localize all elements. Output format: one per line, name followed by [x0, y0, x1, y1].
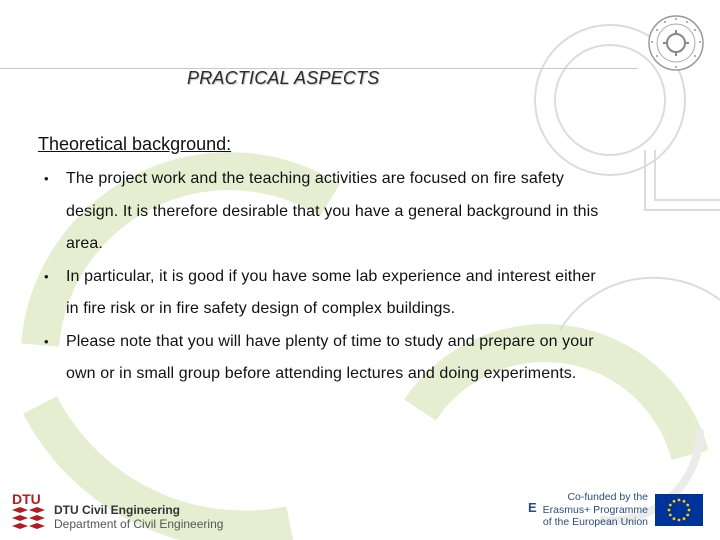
dtu-logo-icon	[12, 491, 48, 533]
bullet-dot-icon: •	[44, 333, 49, 349]
bullet-dot-icon: •	[44, 268, 49, 284]
bullet-item	[44, 261, 664, 326]
dtu-department: Department of Civil Engineering	[54, 517, 224, 531]
bullet-line: own or in small group before attending lectures and doing experiments.	[66, 365, 577, 382]
bullet-item	[44, 163, 664, 261]
eu-line: Co-funded by the	[567, 491, 648, 503]
slide-title: PRACTICAL ASPECTS	[187, 68, 380, 88]
bullet-line: design. It is therefore desirable that you have a general background in this	[66, 202, 599, 220]
bullet-item	[44, 326, 664, 391]
bullet-line: area.	[66, 235, 103, 252]
bullet-line: In particular, it is good if you have some lab experience and interest either	[66, 267, 596, 285]
dtu-logo-text: DTU	[12, 491, 41, 507]
bullet-line: The project work and the teaching activities are focused on fire safety	[66, 170, 565, 187]
eu-line: Erasmus+ Programme	[542, 503, 648, 516]
bullet-list	[44, 163, 664, 391]
bullet-line: Please note that you will have plenty of time to study and prepare on your	[66, 332, 594, 350]
bullet-dot-icon: •	[44, 171, 49, 186]
bullet-line: in fire risk or in fire safety design of complex buildings.	[66, 300, 456, 317]
dtu-brand: DTU Civil Engineering	[54, 503, 181, 517]
eu-flag-icon	[655, 494, 703, 526]
section-heading: Theoretical background:	[38, 134, 232, 154]
university-seal-icon	[647, 14, 705, 72]
eu-line: of the European Union	[542, 516, 648, 528]
eu-funding-text	[530, 491, 648, 529]
eu-fragment: E	[528, 500, 537, 515]
